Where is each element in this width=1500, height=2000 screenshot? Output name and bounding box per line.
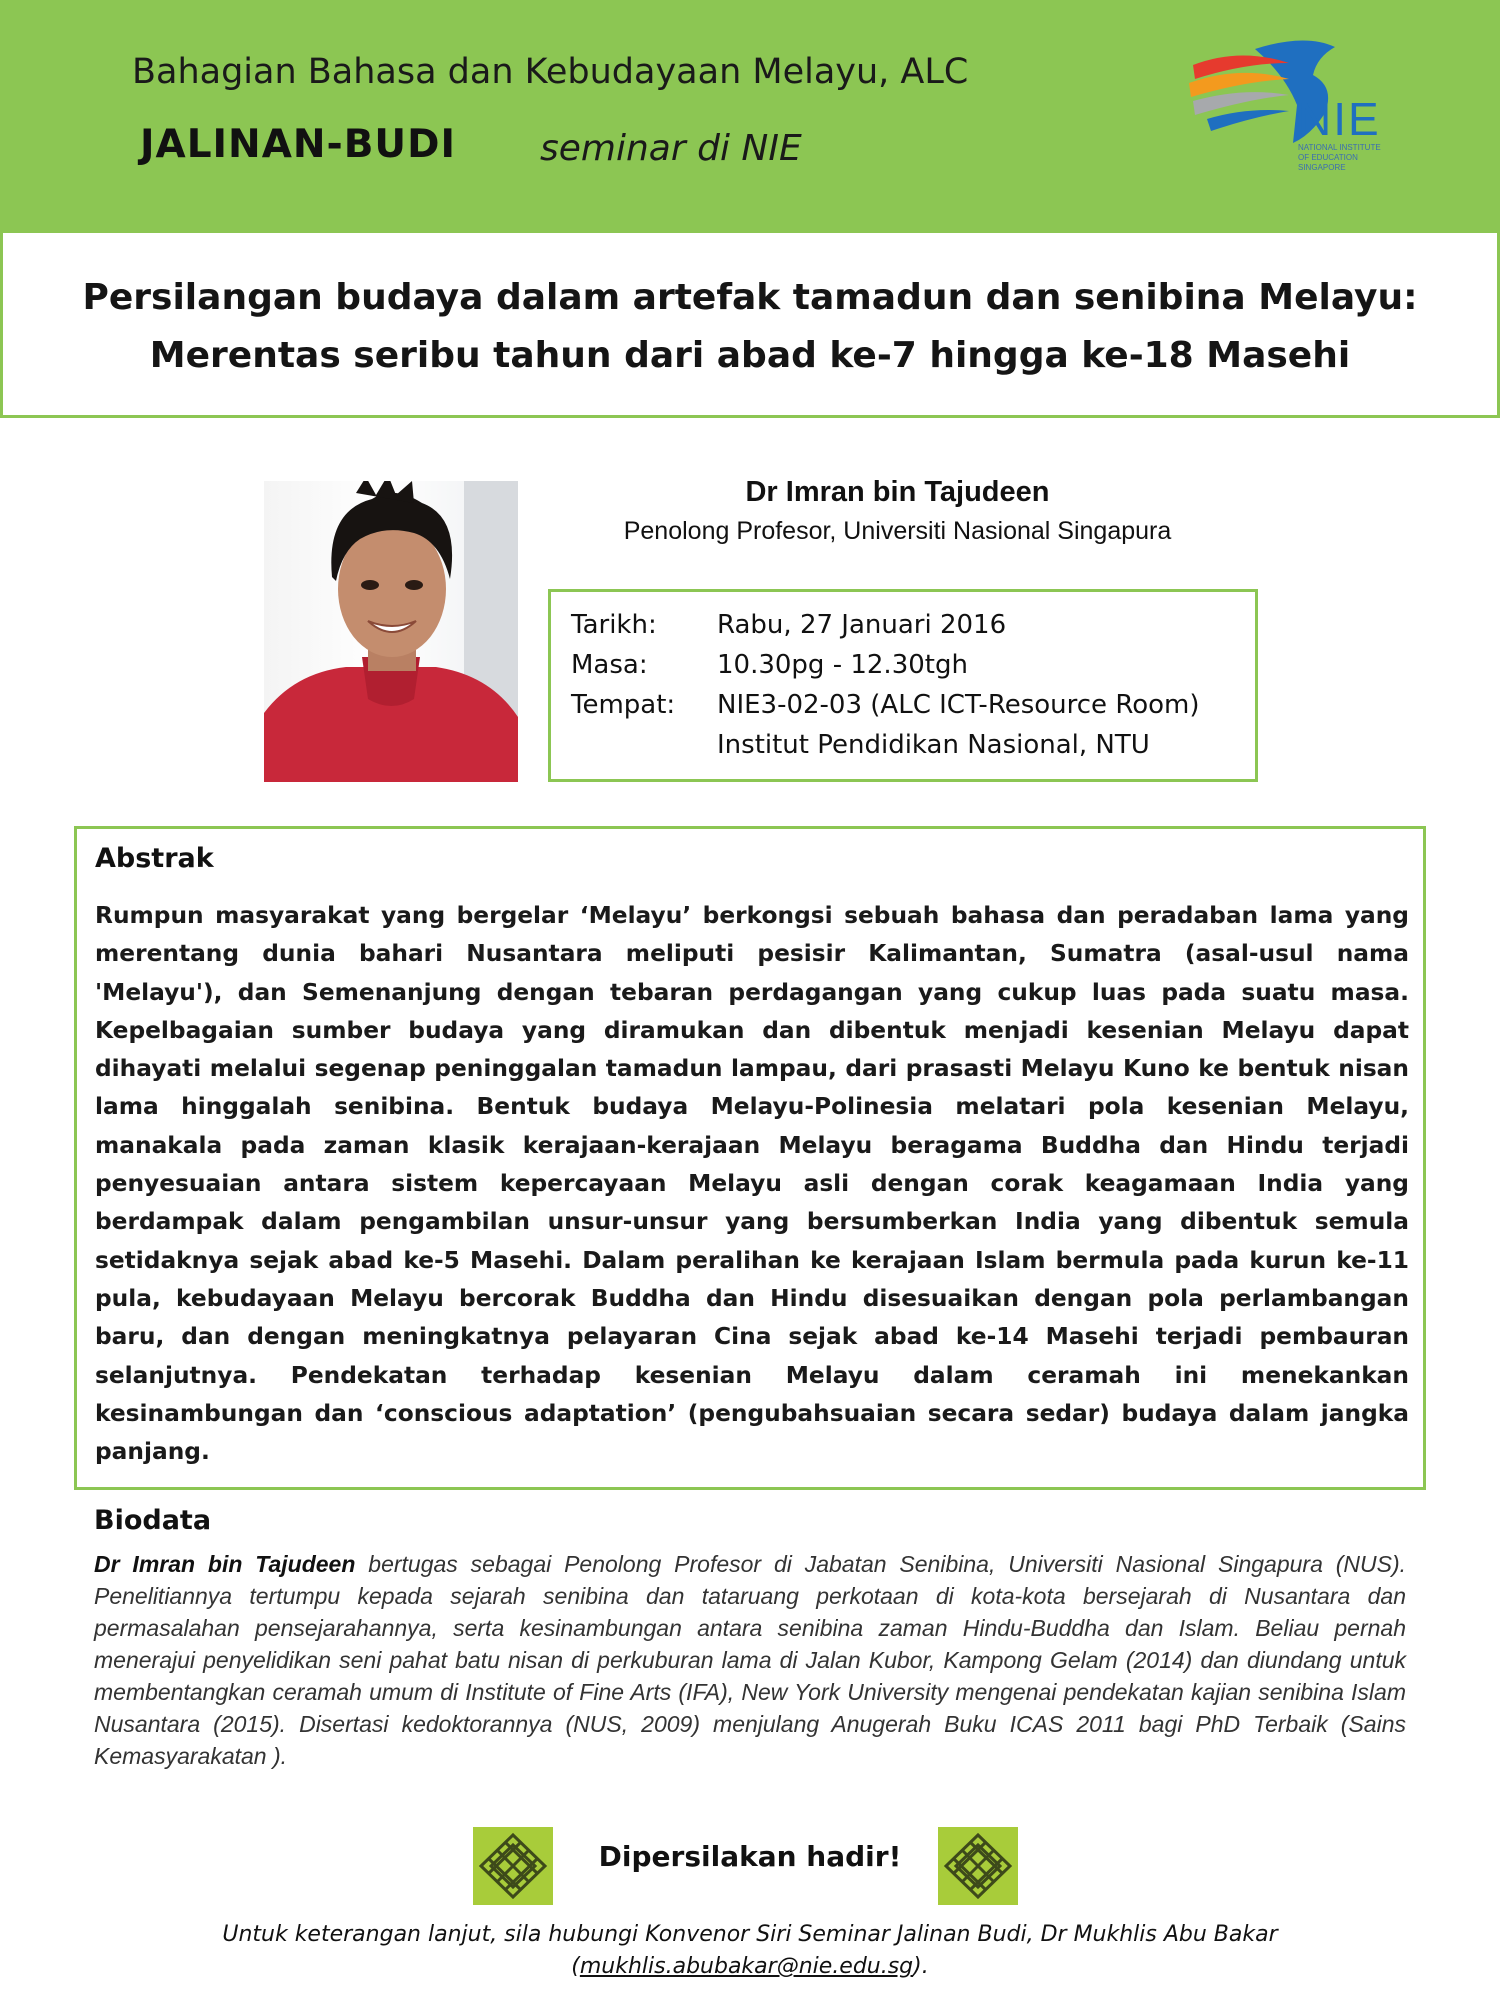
logo-subtext: NATIONAL INSTITUTE OF EDUCATION SINGAPORE [1298,143,1381,172]
time-label: Masa: [571,650,648,680]
contact-close-paren: ). [913,1954,929,1979]
abstract-text: Rumpun masyarakat yang bergelar ‘Melayu’ berkongsi sebuah bahasa dan peradaban lama yang merentang dunia bahari Nusantara meliputi pesisir Kalimantan, Sumatra (asal-usul nama 'Melayu'), dan Semenanjung dengan tebaran perdagangan yang cukup luas pada suatu masa. Kepelbagaian sumber budaya yang diramukan dan dibentuk menjadi kesenian Melayu dapat dihayati melalui segenap peninggalan tamadun lampau, dari prasasti Melayu Kuno ke bentuk nisan lama hinggalah senibina. Bentuk budaya Melayu-Polinesia melatari pola kesenian Melayu, manakala pada zaman klasik kerajaan-kerajaan Melayu beragama Buddha dan Hindu terjadi penyesuaian antara sistem kepercayaan Melayu asli dengan corak keagamaan India yang berdampak dalam pengambilan unsur-unsur yang bersumberkan India yang dibentuk semula setidaknya sejak abad ke-5 Masehi. Dalam peralihan ke kerajaan Islam bermula pada kurun ke-11 pula, kebudayaan Melayu bercorak Buddha dan Hindu disesuaikan dengan pola perlambangan baru, dan dengan meningkatnya pelayaran Cina sejak abad ke-14 Masehi terjadi pembauran selanjutnya. Pendekatan terhadap kesenian Melayu dalam ceramah ini menekankan kesinambungan dan ‘conscious adaptation’ (pengubahsuaian secara sedar) budaya dalam jangka panjang. [95,902,1409,1466]
date-label: Tarikh: [571,610,657,640]
header-band [0,0,1500,230]
biodata-body: bertugas sebagai Penolong Profesor di Jabatan Senibina, Universiti Nasional Singapura (NUS). Penelitiannya tertumpu kepada sejarah senibina dan tataruang perkotaan di kota-kota bersejarah di Nusantara dan permasalahan pensejarahannya, serta kesinambungan antara senibina zaman Hindu-Buddha dan Islam. Beliau pernah menerajui penyelidikan seni pahat batu nisan di perkuburan lama di Jalan Kubor, Kampong Gelam (2014) dan diundang untuk membentangkan ceramah umum di Institute of Fine Arts (IFA), New York University mengenai pendekatan kajian senibina Islam Nusantara (2015). Disertasi kedoktorannya (NUS, 2009) menjulang Anugerah Buku ICAS 2011 bagi PhD Terbaik (Sains Kemasyarakatan ). [94,1551,1407,1769]
abstract-heading: Abstrak [95,843,214,874]
title-box [0,230,1500,418]
biodata-heading: Biodata [94,1505,212,1536]
contact-line-1: Untuk keterangan lanjut, sila hubungi Konvenor Siri Seminar Jalinan Budi, Dr Mukhlis Abu Bakar [222,1922,1278,1947]
series-subtitle: seminar di NIE [540,128,802,169]
department-name: Bahagian Bahasa dan Kebudayaan Melayu, ALC [132,52,969,92]
abstract-box [74,826,1426,1490]
speaker-photo [264,481,518,782]
venue-line-2: Institut Pendidikan Nasional, NTU [717,730,1150,760]
biodata-name: Dr Imran bin Tajudeen [94,1551,356,1577]
time-value: 10.30pg - 12.30tgh [717,650,968,680]
series-name: JALINAN-BUDI [140,122,456,167]
event-details-box [548,589,1258,782]
speaker-name: Dr Imran bin Tajudeen [745,476,1050,508]
logo-text: NIE [1298,93,1381,145]
contact-info [150,1919,1350,1983]
decorative-knot-right-icon [938,1827,1018,1905]
decorative-knot-left-icon [473,1827,553,1905]
date-value: Rabu, 27 Januari 2016 [717,610,1007,640]
welcome-text: Dipersilakan hadir! [598,1840,902,1873]
speaker-role: Penolong Profesor, Universiti Nasional Singapura [623,517,1172,545]
biodata-text [94,1548,1406,1772]
title-line-1: Persilangan budaya dalam artefak tamadun dan senibina Melayu: [82,277,1418,318]
title-line-2: Merentas seribu tahun dari abad ke-7 hingga ke-18 Masehi [149,335,1351,376]
seminar-title [3,269,1497,385]
contact-open-paren: ( [571,1954,580,1979]
contact-email-link[interactable]: mukhlis.abubakar@nie.edu.sg [579,1954,914,1979]
contact-line-2 [150,1951,1350,1983]
venue-line-1: NIE3-02-03 (ALC ICT-Resource Room) [717,690,1200,720]
venue-label: Tempat: [571,690,676,720]
